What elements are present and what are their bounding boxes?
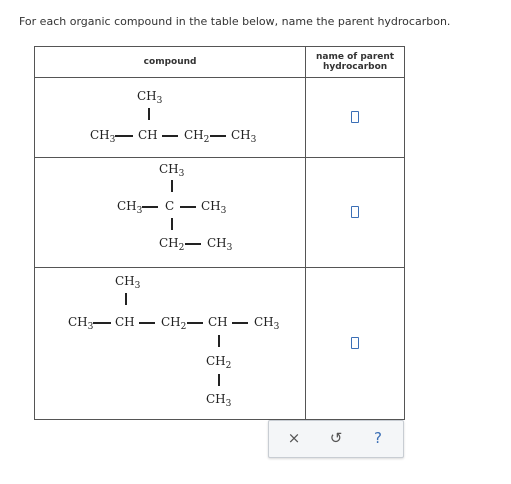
c1-ch3-a: $CH_3$ [90, 128, 116, 145]
c2-ch3-left: $CH_3$ [117, 199, 143, 216]
c2-ch3-right: $CH_3$ [201, 199, 227, 216]
c2-ch3-top: $CH_3$ [159, 162, 185, 179]
compound-3-structure [35, 268, 306, 420]
c3-ch-b: CH [208, 315, 228, 329]
instruction-text: For each organic compound in the table below, name the parent hydrocarbon. [19, 15, 451, 28]
c2-bond-h2 [180, 206, 196, 208]
c3-bond-h4 [232, 322, 248, 324]
c1-bond-h3 [210, 135, 226, 137]
c3-ch3-b: $CH_3$ [254, 315, 280, 332]
c3-ch3-top: $CH_3$ [115, 274, 141, 291]
c2-bond-v1 [171, 180, 173, 192]
compound-table [34, 46, 405, 420]
c3-bond-h1 [93, 322, 111, 324]
help-icon[interactable]: ? [374, 429, 382, 447]
c1-ch: CH [138, 128, 158, 142]
undo-icon[interactable]: ↺ [329, 429, 343, 447]
c1-ch2: $CH_2$ [184, 128, 210, 145]
answer-input-2[interactable] [351, 206, 359, 218]
c2-bond-h3 [185, 243, 201, 245]
answer-cell-1 [306, 78, 405, 158]
answer-input-1[interactable] [351, 111, 359, 123]
compound-1-structure [35, 78, 306, 158]
answer-cell-3 [306, 268, 405, 420]
c2-bond-h1 [142, 206, 158, 208]
c1-bond-h2 [162, 135, 178, 137]
c3-bond-h3 [187, 322, 203, 324]
header-parent-line2: hydrocarbon [322, 62, 388, 72]
c2-ch2: $CH_2$ [159, 236, 185, 253]
header-parent-hydrocarbon [306, 47, 405, 78]
c1-ch3-top: $CH_3$ [137, 89, 163, 106]
answer-toolbar [268, 420, 404, 458]
c3-ch-a: CH [115, 315, 135, 329]
c3-bond-v2 [218, 335, 220, 347]
c2-c: C [165, 199, 175, 213]
c3-ch2-b: $CH_2$ [206, 354, 232, 371]
c3-bond-h2 [139, 322, 155, 324]
c1-bond-v1 [148, 108, 150, 120]
c1-ch3-b: $CH_3$ [231, 128, 257, 145]
header-parent-line1: name of parent [316, 52, 395, 62]
answer-cell-2 [306, 158, 405, 268]
answer-input-3[interactable] [351, 337, 359, 349]
header-compound: compound [35, 47, 306, 78]
clear-icon[interactable]: × [287, 429, 301, 447]
compound-2-structure [35, 158, 306, 268]
c3-ch3-a: $CH_3$ [68, 315, 94, 332]
c3-bond-v3 [218, 374, 220, 386]
c2-bond-v2 [171, 218, 173, 230]
c3-ch3-bottom: $CH_3$ [206, 392, 232, 409]
c3-ch2-a: $CH_2$ [161, 315, 187, 332]
c2-ch3-bottom: $CH_3$ [207, 236, 233, 253]
c1-bond-h1 [115, 135, 133, 137]
c3-bond-v1 [125, 293, 127, 305]
